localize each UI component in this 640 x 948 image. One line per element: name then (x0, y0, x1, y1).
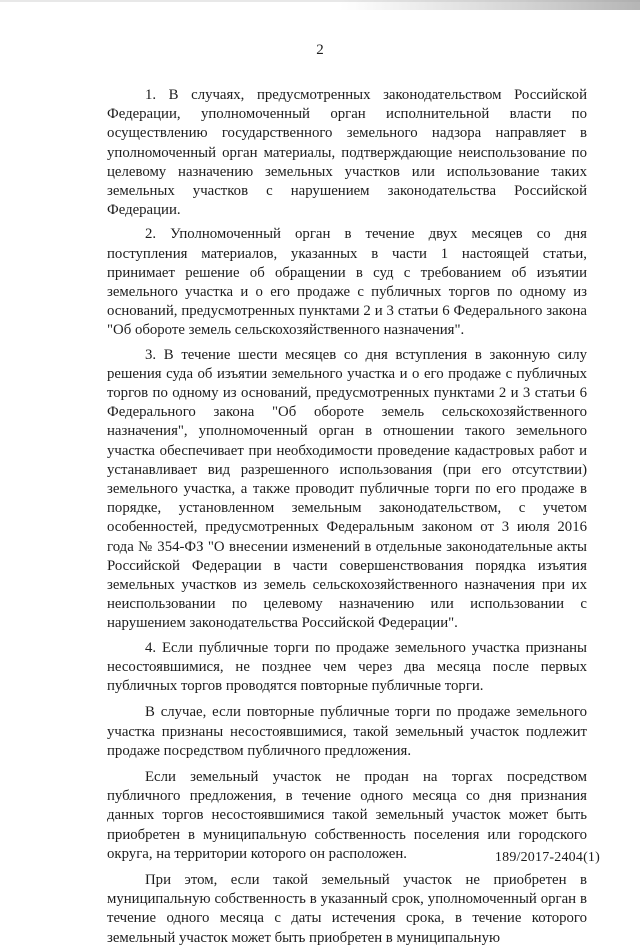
page-number: 2 (316, 42, 324, 58)
paragraph-3: 3. В течение шести месяцев со дня вступления в законную силу решения суда об изъятии земельного участка и о его продаже с публичных торгов по одному из оснований, предусмотренных пунктами 2 и 3 статьи 6 Федерального закона "Об обороте земель сельскохозяйственного назначения", уполномоченный орган в отношении такого земельного участка обеспечивает при необходимости проведение кадастровых работ и устанавливает вид разрешенного использования (при его отсутствии) земельного участка, а также проводит публичные торги по его продаже в порядке, установленном земельным законодательством, с учетом особенностей, предусмотренных Федеральным законом от 3 июля 2016 года № 354-ФЗ "О внесении изменений в отдельные законодательные акты Российской Федерации в части совершенствования порядка изъятия земельных участков из земель сельскохозяйственного назначения при их неиспользовании по целевому назначению или использовании с нарушением законодательства Российской Федерации". (107, 346, 587, 632)
paragraph-6: Если земельный участок не продан на торгах посредством публичного предложения, в течение одного месяца со дня признания данных торгов несостоявшимися такой земельный участок может быть приобретен в муниципальную собственность поселения или городского округа, на территории которого он расположен. (107, 768, 587, 862)
paragraph-7: При этом, если такой земельный участок не приобретен в муниципальную собственность в указанный срок, уполномоченный орган в течение одного месяца с даты истечения срока, в течение которого земельный участок может быть приобретен в муниципальную (107, 871, 587, 946)
document-body (107, 86, 587, 948)
paragraph-5: В случае, если повторные публичные торги по продаже земельного участка признаны несостоявшимися, такой земельный участок подлежит продаже посредством публичного предложения. (107, 704, 587, 759)
paragraph-2: 2. Уполномоченный орган в течение двух месяцев со дня поступления материалов, указанных в части 1 настоящей статьи, принимает решение об обращении в суд с требованием об изъятии земельного участка и о его продаже с публичных торгов по одному из оснований, предусмотренных пунктами 2 и 3 статьи 6 Федерального закона "Об обороте земель сельскохозяйственного назначения". (107, 226, 587, 339)
scan-artifact (340, 0, 640, 10)
paragraph-1: 1. В случаях, предусмотренных законодательством Российской Федерации, уполномоченный орган исполнительной власти по осуществлению государственного земельного надзора направляет в уполномоченный орган материалы, подтверждающие неиспользование по целевому назначению земельных участков или использование таких земельных участков с нарушением законодательства Российской Федерации. (107, 87, 587, 219)
document-code: 189/2017-2404(1) (494, 850, 600, 865)
paragraph-4: 4. Если публичные торги по продаже земельного участка признаны несостоявшимися, не позднее чем через два месяца после первых публичных торгов проводятся повторные публичные торги. (107, 639, 587, 695)
